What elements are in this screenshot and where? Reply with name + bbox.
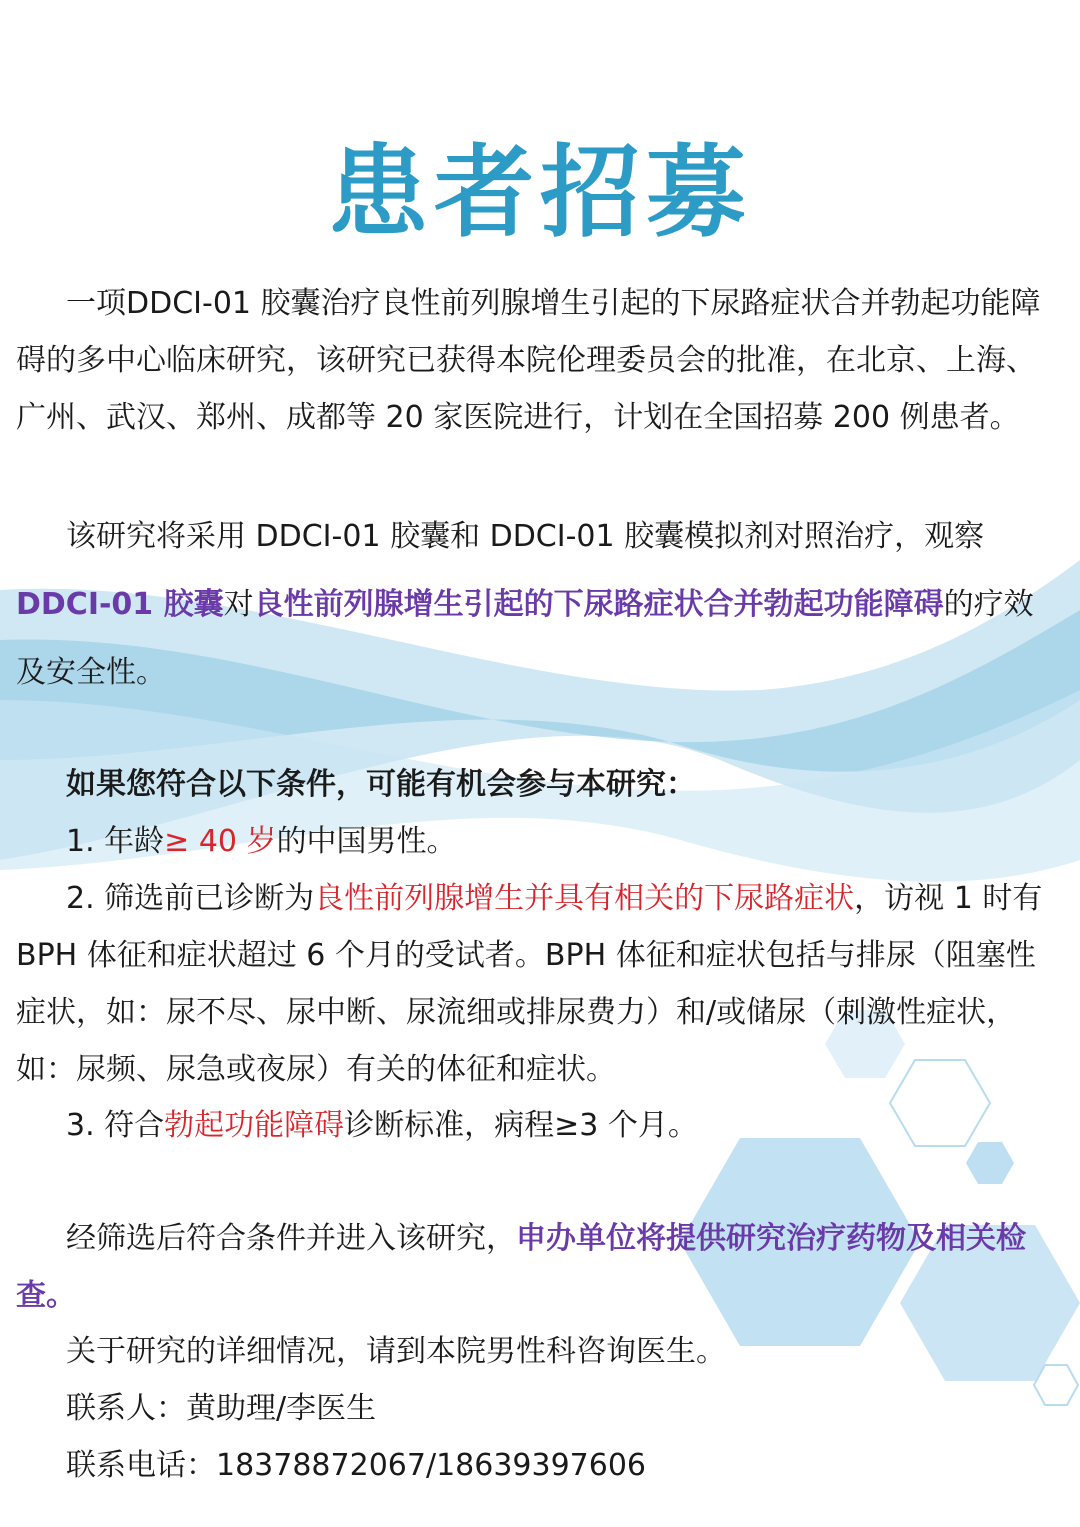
drug-name-highlight: DDCI-01 胶囊	[16, 587, 224, 622]
contact-phone: 联系电话：18378872067/18639397606	[66, 1448, 647, 1483]
criterion-ed-suffix: 诊断标准，病程≥3 个月。	[344, 1108, 698, 1143]
page-title: 患者招募	[328, 134, 752, 251]
method-text-3: 的疗效及安全性。	[16, 587, 1034, 690]
intro-paragraph: 一项DDCI-01 胶囊治疗良性前列腺增生引起的下尿路症状合并勃起功能障碍的多中心临床研究，该研究已获得本院伦理委员会的批准，在北京、上海、广州、武汉、郑州、成都等 20 家医院进行，计划在全国招募 200 例患者。	[16, 286, 1041, 435]
criterion-ed-highlight: 勃起功能障碍	[164, 1108, 345, 1143]
criterion-age	[66, 813, 457, 870]
benefit-highlight: 申办单位将提供研究治疗药物及相关检查。	[16, 1221, 1026, 1313]
criterion-ed	[66, 1097, 698, 1154]
criterion-diagnosis-suffix: ，访视 1 时有 BPH 体征和症状超过 6 个月的受试者。BPH 体征和症状包括与排尿（阻塞性症状，如：尿不尽、尿中断、尿流细或排尿费力）和/或储尿（刺激性症状，如：尿频、尿急或夜尿）有关的体征和症状。	[16, 881, 1043, 1087]
benefit-prefix: 经筛选后符合条件并进入该研究，	[66, 1221, 516, 1256]
indication-highlight: 良性前列腺增生引起的下尿路症状合并勃起功能障碍	[253, 587, 944, 622]
criterion-age-prefix: 1. 年龄	[66, 824, 165, 859]
consult-note: 关于研究的详细情况，请到本院男性科咨询医生。	[66, 1334, 726, 1369]
criterion-diagnosis-highlight: 良性前列腺增生并具有相关的下尿路症状	[314, 881, 855, 916]
contact-person: 联系人：黄助理/李医生	[66, 1391, 377, 1426]
method-text-1: 该研究将采用 DDCI-01 胶囊和 DDCI-01 胶囊模拟剂对照治疗，观察	[66, 519, 985, 554]
criterion-diagnosis-prefix: 2. 筛选前已诊断为	[66, 881, 315, 916]
method-text-2: 对	[223, 587, 254, 622]
criterion-ed-prefix: 3. 符合	[66, 1108, 165, 1143]
criterion-diagnosis	[16, 870, 1056, 1098]
method-paragraph	[16, 503, 1056, 707]
benefit-paragraph	[16, 1210, 1056, 1324]
criteria-heading: 如果您符合以下条件，可能有机会参与本研究：	[66, 767, 696, 802]
criterion-age-suffix: 的中国男性。	[276, 824, 457, 859]
criterion-age-value: ≥ 40 岁	[164, 824, 277, 859]
